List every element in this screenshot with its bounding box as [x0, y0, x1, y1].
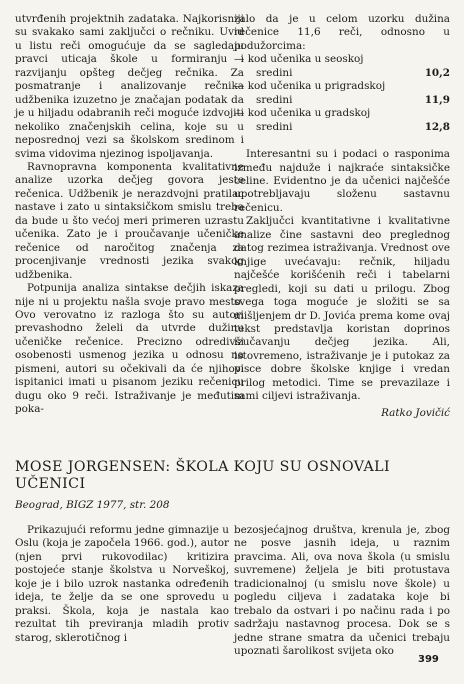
review1-paragraph: utvrđenih projektnih zadataka. Najkorisniji su svakako sami zaključci o rečniku. Uvid u listu reči omogućuje da se sagledaju pravci uticaja škole u formiranju i razvijanju opšteg dečjeg rečnika. Za posmatranje i analizovanje rečnika udžbenika izuzetno je značajan podatak da je u hiljadu odabranih reči moguće izdvojiti nekoliko značenjskih celina, koje su u neposrednoj vezi sa školskom sredinom i svima vidovima njezinog ispoljavanja.: [15, 13, 244, 160]
review2-paragraph: Prikazujući reformu jedne gimnazije u Oslu (koja je započela 1966. god.), autor (njen prvi rukovodilac) kritizira postojeće stanje školstva u Norveškoj, koje je i bilo uzrok nastanka određenih ideja, te želje da se one sprovedu u praksi. Škola, koja je nastala kao rezultat tih previranja mladih protiv starog, sklerotičnog i: [15, 524, 229, 644]
stats-list: [234, 53, 450, 134]
stat-value: 10,2: [424, 66, 450, 79]
stat-label-cont: sredini: [256, 120, 293, 133]
stat-item: [234, 80, 450, 107]
page-number: 399: [418, 654, 439, 665]
review1-paragraph: Interesantni su i podaci o rasponima između najduže i najkraće sintaksičke celine. Evidentno je da učenici najčešće upotrebljavaju složenu sastavnu rečenicu.: [234, 148, 450, 214]
review2-title: MOSE JORGENSEN: ŠKOLA KOJU SU OSNOVALI UČENICI: [15, 459, 390, 492]
stat-value: 11,9: [424, 93, 450, 106]
review2-left-column: [15, 524, 229, 645]
stat-label: — kod učenika u seoskoj: [234, 53, 364, 66]
review1-right-column: [234, 13, 450, 420]
stat-item: [234, 53, 450, 80]
review1-author: Ratko Jovičić: [381, 406, 450, 419]
stat-label-cont: sredini: [256, 66, 293, 79]
review1-paragraph: Potpunija analiza sintakse dečjih iskaza nije ni u projektu našla svoje pravo mesto. Ovo verovatno iz razloga što su autori prevashodno želeli da utvrde dužinu učeničke rečenice. Precizno odredivši osobenosti usmenog jezika u odnosu na pismeni, autori su očekivali da će njihovi ispitanici imati u pisanom jeziku rečenicu dugu oko 9 reči. Istraživanje je međutim poka-: [15, 282, 244, 416]
review1-paragraph: Ravnopravna komponenta kvalitativne analize uzorka dečjeg govora jeste rečenica. Udžbenik je nerazdvojni pratilac nastave i zato u sintaksičkom smislu treba da bude u što većoj meri primeren uzrastu učenika. Zato je i proučavanje učeničke rečenice od naročitog značenja za procenjivanje vrednosti jezika svakog udžbenika.: [15, 160, 244, 281]
review1-left-column: [15, 13, 244, 417]
stat-value: 12,8: [424, 120, 450, 133]
review2-source: Beograd, BIGZ 1977, str. 208: [15, 499, 170, 511]
stat-label-cont: sredini: [256, 93, 293, 106]
stat-label: — kod učenika u prigradskoj: [234, 80, 386, 93]
review2-right-column: [234, 524, 450, 659]
review1-paragraph: Zaključci kvantitativne i kvalitativne analize čine sastavni deo preglednog datog rezimea istraživanja. Vrednost ove knjige uvećavaju: rečnik, hiljadu najčešće korišćenih reči i tabelarni pregledi, koji su dati u prilogu. Zbog svega toga moguće je složiti se sa mišljenjem dr D. Jovića prema kome ovaj tekst predstavlja koristan doprinos izučavanju dečjeg jezika. Ali, istovremeno, istraživanje je i putokaz za pisce dobre školske knjige i vredan prilog metodici. Time se prevazilaze i sami ciljevi istraživanja.: [234, 215, 450, 403]
stat-item: [234, 107, 450, 134]
review2-paragraph: bezosjećajnog društva, krenula je, zbog ne posve jasnih ideja, u raznim pravcima. Ali, ova nova škola (u smislu suvremene) željela je biti protustava tradicionalnoj (u smislu nove škole) u pogledu ciljeva i zadataka koje bi trebalo da ostvari i po načinu rada i po sadržaju nastavnog procesa. Dok se s jedne strane smatra da učenici trebaju upoznati šarolikost svijeta oko: [234, 524, 450, 658]
stat-label: — kod učenika u gradskoj: [234, 107, 371, 120]
stats-intro: zalo da je u celom uzorku dužina rečenice 11,6 reči, odnosno u podužorcima:: [234, 13, 450, 52]
